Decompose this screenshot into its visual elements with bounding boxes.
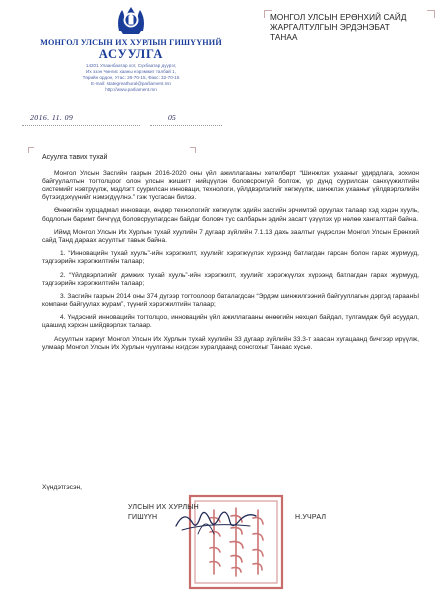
subject-corner-mark: [28, 147, 34, 153]
signer-name: Н.УЧРАЛ: [295, 514, 327, 521]
website-line: http://www.parliament.mn: [105, 87, 157, 92]
question-item: 4. Үндэсний инновацийн тогтолцоо, инновацийн үйл ажиллагааны өнөөгийн нөхцөл байдал, тулгамдаж буй асуудал, цаашид хэрхэн шийдвэрлэх талаар.: [42, 314, 419, 330]
date-underline: [22, 125, 140, 126]
question-item: 3. Засгийн газрын 2014 оны 374 дүгээр тогтоолоор баталагдсан “Эрдэм шинжилгээний байгууллагын дэргэд гараанЫ компани байгуулах журам”, түүний хэрэгжилтийн талаар;: [42, 293, 419, 309]
address-line: Төрийн ордон, Утас: 26-70-15, Факс: 32-70-15: [82, 75, 180, 80]
body-paragraph: Монгол Улсын Засгийн газрын 2016-2020 оны үйл ажиллагааны хөтөлбөрт “Шинжлэх ухааныг удирдлага, зохион байгуулалтын тогтолцоог олон улсын жишигт нийцүүлэн боловсронгуй болгож, үр дүнд суурилсан санхүүжилтийн системийг нэвтрүүлж, мэдлэгт суурилсан инноваци, технологи, үйлдвэрлэлийг хөгжүүлж, шинжлэх ухааныг үйлдвэрлэлийн бүтээгдэхүүнийг нэмэгдүүлнэ.” гэж тусгасан билээ.: [42, 170, 419, 202]
organization-name: МОНГОЛ УЛСЫН ИХ ХУРЛЫН ГИШҮҮНИЙ: [40, 38, 222, 47]
closing-paragraph: Асуултын хариуг Монгол Улсын Их Хурлын тухай хуулийн 33 дугаар зүйлийн 33.3-т заасан хугацаанд бичгээр ирүүлж, улмаар Монгол Улсын Их Хурлын чуулганы нэгдсэн хуралдаанд сонсгохыг Танаас хүсье.: [42, 335, 419, 351]
addressee-line: ЖАРГАЛТУЛГЫН ЭРДЭНЭБАТ: [270, 22, 390, 32]
body-paragraph: Иймд Монгол Улсын Их Хурлын тухай хуулийн 7 дугаар зүйлийн 7.1.13 дахь заалтыг үндэслэн Монгол Улсын Ерөнхий сайд Танд дараах асуултыг тавьж байна.: [42, 228, 419, 244]
state-emblem-icon: [113, 3, 149, 35]
addressee-line: МОНГОЛ УЛСЫН ЕРӨНХИЙ САЙД: [270, 13, 407, 22]
letter-body: [42, 170, 419, 357]
subject-line: Асуулга тавих тухай: [42, 154, 108, 161]
addressee-line: ТАНАА: [270, 32, 298, 42]
document-number: 05: [168, 113, 176, 122]
signer-title-line1: УЛСЫН ИХ ХУРЛЫН: [128, 504, 199, 511]
handwritten-signature: [170, 500, 260, 540]
address-line: 14201 Улаанбаатар хот, Сүхбаатар дүүрэг,: [85, 63, 177, 68]
number-underline: [150, 125, 222, 126]
addressee-block: [270, 13, 430, 42]
question-item: 2. “Үйлдвэрлэлийг дэмжих тухай хууль”-ийн хэрэгжилт, хуулийг хэрэгжүүлэх хүрээнд батлагдан гарах журмууд, тэдгээрийн хэрэгжилтийн талаар;: [42, 271, 419, 287]
subject-corner-mark: [190, 147, 196, 153]
body-paragraph: Өнөөгийн хурцадмал инноваци, өндөр технологийг хөгжүүлж эдийн засгийн эрчимтэй оруулах талаар хэд хэдэн хууль, бодлогын баримт бичгүүд боловсруулагдсан байдаг боловч тус салбарын эдийн засагт үзүүлэх үр нөлөө хангалттай байна.: [42, 207, 419, 223]
email-line: E-mail: stategreathural@parliament.mn: [91, 81, 171, 86]
question-item: 1. “Инновацийн тухай хууль”-ийн хэрэгжилт, хуулийг хэрэгжүүлэх хүрээнд батлагдан гарсан болон гарах журмууд, тэдгээрийн хэрэгжилтийн талаар;: [42, 250, 419, 266]
document-date: 2016. 11. 09: [30, 113, 74, 122]
document-type: АСУУЛГА: [98, 47, 164, 61]
greeting: Хүндэтгэсэн,: [42, 484, 83, 491]
address-line: Их эзэн Чингис хааны нэрэмжит талбай 1,: [86, 69, 176, 74]
signer-title-line2: ГИШҮҮН: [128, 514, 158, 521]
